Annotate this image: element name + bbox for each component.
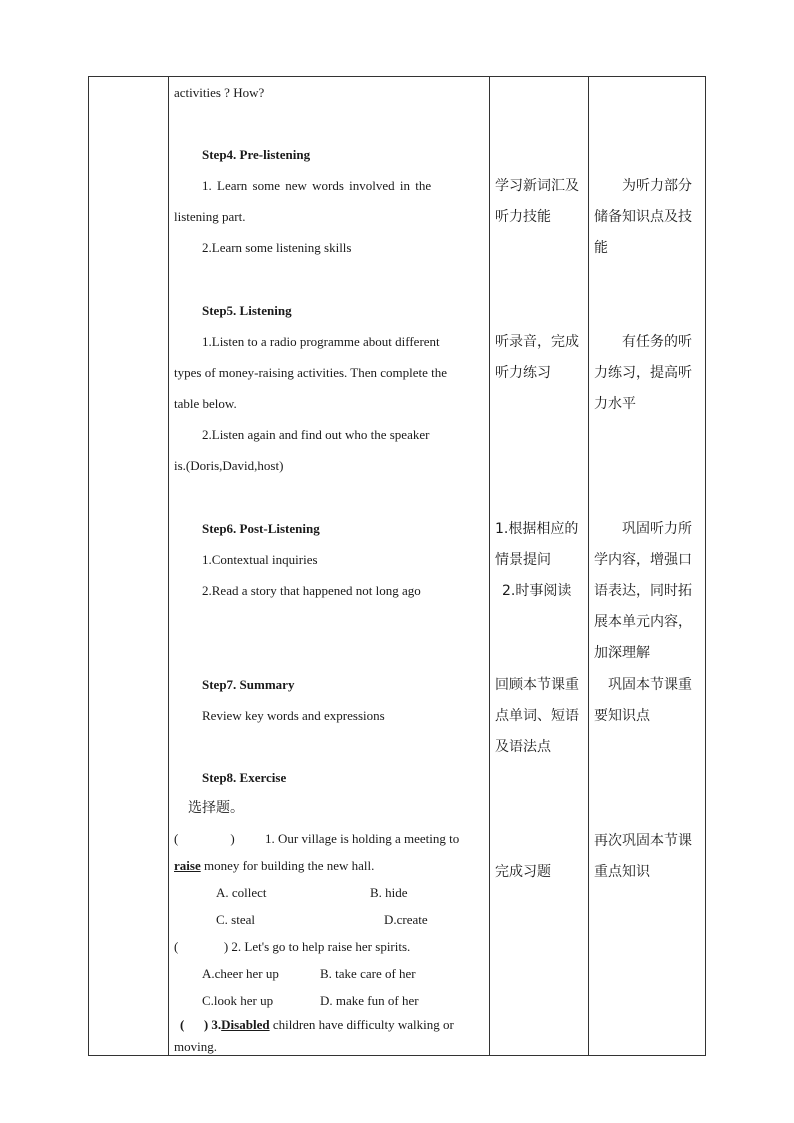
- q3-keyword: Disabled: [221, 1017, 270, 1032]
- column-divider: [489, 77, 490, 1055]
- q1-stem-rest: money for building the new hall.: [200, 858, 375, 873]
- step6-method-2: 情景提问: [495, 552, 551, 568]
- step7-method-2: 点单词、短语: [495, 708, 579, 724]
- step5-method-1: 听录音，完成: [495, 334, 579, 350]
- step8-purpose-1: 再次巩固本节课: [594, 833, 692, 849]
- q1-keyword: raise: [174, 858, 201, 873]
- step5-line1-cont: types of money-raising activities. Then complete the: [174, 365, 448, 380]
- step8-method: 完成习题: [495, 864, 551, 880]
- q3-stem-cont: moving.: [174, 1039, 217, 1054]
- step5-purpose-3: 力水平: [594, 396, 636, 412]
- q1-stem: 1. Our village is holding a meeting to: [265, 831, 460, 846]
- step5-line1-cont2: table below.: [174, 396, 237, 411]
- step4-line1: 1. Learn some new words involved in the: [202, 178, 432, 193]
- q3-stem-text: children have difficulty walking or: [269, 1017, 454, 1032]
- step6-method-3: 2.时事阅读: [502, 583, 572, 599]
- step7-method-1: 回顾本节课重: [495, 677, 579, 693]
- step6-method-1: 1.根据相应的: [495, 521, 579, 537]
- step8-purpose-2: 重点知识: [594, 864, 650, 880]
- q1-option-d: D.create: [384, 912, 428, 927]
- q2-option-c: C.look her up: [202, 993, 274, 1008]
- step6-purpose-3: 语表达，同时拓: [594, 583, 692, 599]
- column-divider: [588, 77, 589, 1055]
- step5-purpose-1: 有任务的听: [622, 334, 692, 350]
- step7-title: Step7. Summary: [202, 677, 295, 692]
- intro-line: activities ? How?: [174, 85, 265, 100]
- step6-purpose-2: 学内容，增强口: [594, 552, 692, 568]
- step6-title: Step6. Post-Listening: [202, 521, 320, 536]
- step5-line1: 1.Listen to a radio programme about different: [202, 334, 440, 349]
- column-divider: [168, 77, 169, 1055]
- step8-subtitle: 选择题。: [188, 800, 244, 816]
- step5-purpose-2: 力练习，提高听: [594, 365, 692, 381]
- step7-purpose-1: 巩固本节课重: [608, 677, 692, 693]
- step4-purpose-3: 能: [594, 240, 608, 256]
- q1-stem-cont: [174, 856, 374, 876]
- step4-line2: 2.Learn some listening skills: [202, 240, 352, 255]
- q1-option-b: B. hide: [370, 885, 408, 900]
- step6-line1: 1.Contextual inquiries: [202, 552, 318, 567]
- step4-method-1: 学习新词汇及: [495, 178, 579, 194]
- step8-title: Step8. Exercise: [202, 770, 287, 785]
- step6-purpose-5: 加深理解: [594, 645, 650, 661]
- step4-purpose-2: 储备知识点及技: [594, 209, 692, 225]
- q2-option-b: B. take care of her: [320, 966, 416, 981]
- q2-stem: ( ) 2. Let's go to help raise her spirits.: [174, 939, 411, 954]
- q1-option-c: C. steal: [216, 912, 255, 927]
- q3-stem: [180, 1015, 454, 1035]
- step5-line2: 2.Listen again and find out who the speaker: [202, 427, 430, 442]
- step7-line1: Review key words and expressions: [202, 708, 385, 723]
- step5-title: Step5. Listening: [202, 303, 292, 318]
- step6-purpose-1: 巩固听力所: [622, 521, 692, 537]
- step7-method-3: 及语法点: [495, 739, 551, 755]
- q1-option-a: A. collect: [216, 885, 267, 900]
- step5-line2-cont: is.(Doris,David,host): [174, 458, 284, 473]
- step5-method-2: 听力练习: [495, 365, 551, 381]
- q3-blank: ( ) 3.: [180, 1017, 222, 1032]
- q2-option-a: A.cheer her up: [202, 966, 279, 981]
- step4-title: Step4. Pre-listening: [202, 147, 311, 162]
- step6-purpose-4: 展本单元内容，: [594, 614, 692, 630]
- q2-option-d: D. make fun of her: [320, 993, 419, 1008]
- q1-blank: ( ): [174, 831, 235, 846]
- step4-method-2: 听力技能: [495, 209, 551, 225]
- step4-purpose-1: 为听力部分: [622, 178, 692, 194]
- step7-purpose-2: 要知识点: [594, 708, 650, 724]
- step4-line1-cont: listening part.: [174, 209, 246, 224]
- step6-line2: 2.Read a story that happened not long ago: [202, 583, 421, 598]
